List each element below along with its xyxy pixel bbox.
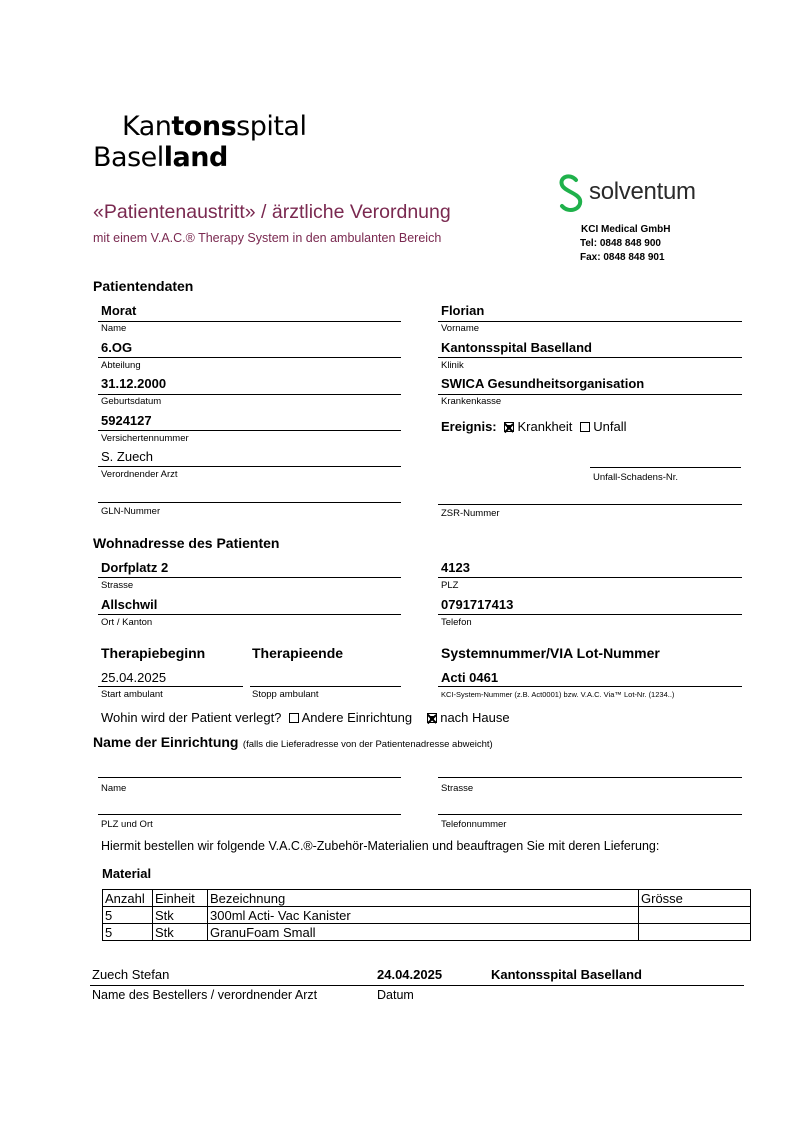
- event-illness-label: Krankheit: [517, 419, 573, 434]
- company-name: KCI Medical GmbH: [581, 224, 671, 235]
- divider: [98, 577, 401, 578]
- transfer-row: [101, 710, 510, 725]
- divider: [98, 614, 401, 615]
- clinic-label: Klinik: [441, 360, 464, 371]
- orderer-label: Name des Bestellers / verordnender Arzt: [92, 988, 318, 1002]
- facility-street-label: Strasse: [441, 783, 474, 794]
- company-fax: Fax: 0848 848 901: [580, 252, 665, 263]
- patient-section-heading: Patientendaten: [93, 278, 194, 294]
- transfer-question: Wohin wird der Patient verlegt?: [101, 710, 282, 725]
- cell-description[interactable]: 300ml Acti- Vac Kanister: [208, 907, 639, 924]
- divider: [438, 614, 742, 615]
- divider: [98, 686, 243, 687]
- city-label: Ort / Kanton: [101, 617, 153, 628]
- facility-note: (falls die Lieferadresse von der Patientenadresse abweicht): [242, 739, 493, 750]
- divider: [98, 394, 401, 395]
- divider: [438, 686, 742, 687]
- event-accident-label: Unfall: [593, 419, 627, 434]
- patient-firstname-value[interactable]: Florian: [441, 303, 485, 318]
- divider: [90, 985, 744, 986]
- patient-firstname-label: Vorname: [441, 323, 480, 334]
- cell-quantity[interactable]: 5: [103, 924, 153, 941]
- insurance-label: Krankenkasse: [441, 396, 502, 407]
- patient-name-value[interactable]: Morat: [101, 303, 137, 318]
- other-facility-label: Andere Einrichtung: [301, 710, 413, 725]
- system-number-heading: Systemnummer/VIA Lot-Nummer: [441, 645, 660, 661]
- divider: [98, 466, 401, 467]
- zsr-label: ZSR-Nummer: [441, 508, 500, 519]
- divider: [98, 502, 401, 503]
- clinic-value[interactable]: Kantonsspital Baselland: [441, 340, 592, 355]
- order-date-label: Datum: [377, 988, 414, 1002]
- event-accident-checkbox[interactable]: [580, 422, 590, 432]
- cell-size[interactable]: [639, 907, 751, 924]
- therapy-start-value[interactable]: 25.04.2025: [101, 670, 167, 685]
- divider: [98, 777, 401, 778]
- document-title: «Patientenaustritt» / ärztliche Verordnung: [93, 201, 451, 223]
- therapy-start-label: Start ambulant: [101, 689, 163, 700]
- doctor-label: Verordnender Arzt: [101, 469, 178, 480]
- table-header-row: [103, 890, 751, 907]
- facility-section-heading: Name der Einrichtung: [93, 734, 239, 750]
- cell-description[interactable]: GranuFoam Small: [208, 924, 639, 941]
- material-heading: Material: [102, 866, 152, 881]
- address-section-heading: Wohnadresse des Patienten: [93, 535, 280, 551]
- system-number-value[interactable]: Acti 0461: [441, 670, 499, 685]
- cell-size[interactable]: [639, 924, 751, 941]
- cell-quantity[interactable]: 5: [103, 907, 153, 924]
- other-facility-checkbox[interactable]: [289, 713, 299, 723]
- gln-label: GLN-Nummer: [101, 506, 161, 517]
- order-date-value[interactable]: 24.04.2025: [377, 967, 443, 982]
- department-label: Abteilung: [101, 360, 141, 371]
- phone-value[interactable]: 0791717413: [441, 597, 514, 612]
- solventum-logo-icon: [556, 174, 586, 214]
- divider: [98, 430, 401, 431]
- facility-heading: [93, 734, 493, 752]
- hospital-logo-line1: Kantonsspital: [122, 111, 307, 142]
- cell-unit[interactable]: Stk: [153, 907, 208, 924]
- divider: [438, 357, 742, 358]
- col-header-quantity: Anzahl: [103, 890, 153, 907]
- divider: [98, 357, 401, 358]
- divider: [438, 814, 742, 815]
- document-subtitle: mit einem V.A.C.® Therapy System in den ambulanten Bereich: [93, 231, 442, 245]
- divider: [438, 504, 742, 505]
- city-value[interactable]: Allschwil: [101, 597, 158, 612]
- divider: [250, 686, 401, 687]
- home-checkbox[interactable]: [427, 713, 437, 723]
- birthdate-value[interactable]: 31.12.2000: [101, 376, 167, 391]
- insured-number-label: Versichertennummer: [101, 433, 189, 444]
- solventum-logo-text: solventum: [589, 178, 696, 205]
- event-row: [441, 419, 627, 434]
- street-value[interactable]: Dorfplatz 2: [101, 560, 169, 575]
- therapy-end-heading: Therapieende: [252, 645, 344, 661]
- insurance-value[interactable]: SWICA Gesundheitsorganisation: [441, 376, 645, 391]
- birthdate-label: Geburtsdatum: [101, 396, 162, 407]
- therapy-end-label: Stopp ambulant: [252, 689, 319, 700]
- order-intro: Hiermit bestellen wir folgende V.A.C.®-Zubehör-Materialien und beauftragen Sie mit deren Lieferung:: [101, 839, 660, 853]
- divider: [98, 814, 401, 815]
- hospital-value[interactable]: Kantonsspital Baselland: [491, 967, 642, 982]
- table-row: [103, 907, 751, 924]
- hospital-logo-line2: Baselland: [93, 142, 228, 173]
- zip-value[interactable]: 4123: [441, 560, 470, 575]
- cell-unit[interactable]: Stk: [153, 924, 208, 941]
- event-label: Ereignis:: [441, 419, 497, 434]
- phone-label: Telefon: [441, 617, 472, 628]
- divider: [590, 467, 741, 468]
- divider: [438, 394, 742, 395]
- orderer-value[interactable]: Zuech Stefan: [92, 967, 170, 982]
- department-value[interactable]: 6.OG: [101, 340, 133, 355]
- col-header-description: Bezeichnung: [208, 890, 639, 907]
- material-table: [102, 889, 751, 941]
- divider: [438, 577, 742, 578]
- insured-number-value[interactable]: 5924127: [101, 413, 152, 428]
- street-label: Strasse: [101, 580, 134, 591]
- event-illness-checkbox[interactable]: [504, 422, 514, 432]
- col-header-size: Grösse: [639, 890, 751, 907]
- doctor-value[interactable]: S. Zuech: [101, 449, 154, 464]
- divider: [438, 321, 742, 322]
- facility-zip-city-label: PLZ und Ort: [101, 819, 153, 830]
- facility-name-label: Name: [101, 783, 127, 794]
- therapy-start-heading: Therapiebeginn: [101, 645, 206, 661]
- patient-name-label: Name: [101, 323, 127, 334]
- col-header-unit: Einheit: [153, 890, 208, 907]
- facility-phone-label: Telefonnummer: [441, 819, 507, 830]
- system-number-label: KCI-System-Nummer (z.B. Act0001) bzw. V.A.C. Via™ Lot-Nr. (1234..): [441, 690, 675, 699]
- divider: [438, 777, 742, 778]
- zip-label: PLZ: [441, 580, 459, 591]
- table-row: [103, 924, 751, 941]
- divider: [98, 321, 401, 322]
- accident-number-label: Unfall-Schadens-Nr.: [593, 472, 679, 483]
- home-label: nach Hause: [440, 710, 510, 725]
- company-tel: Tel: 0848 848 900: [580, 238, 661, 249]
